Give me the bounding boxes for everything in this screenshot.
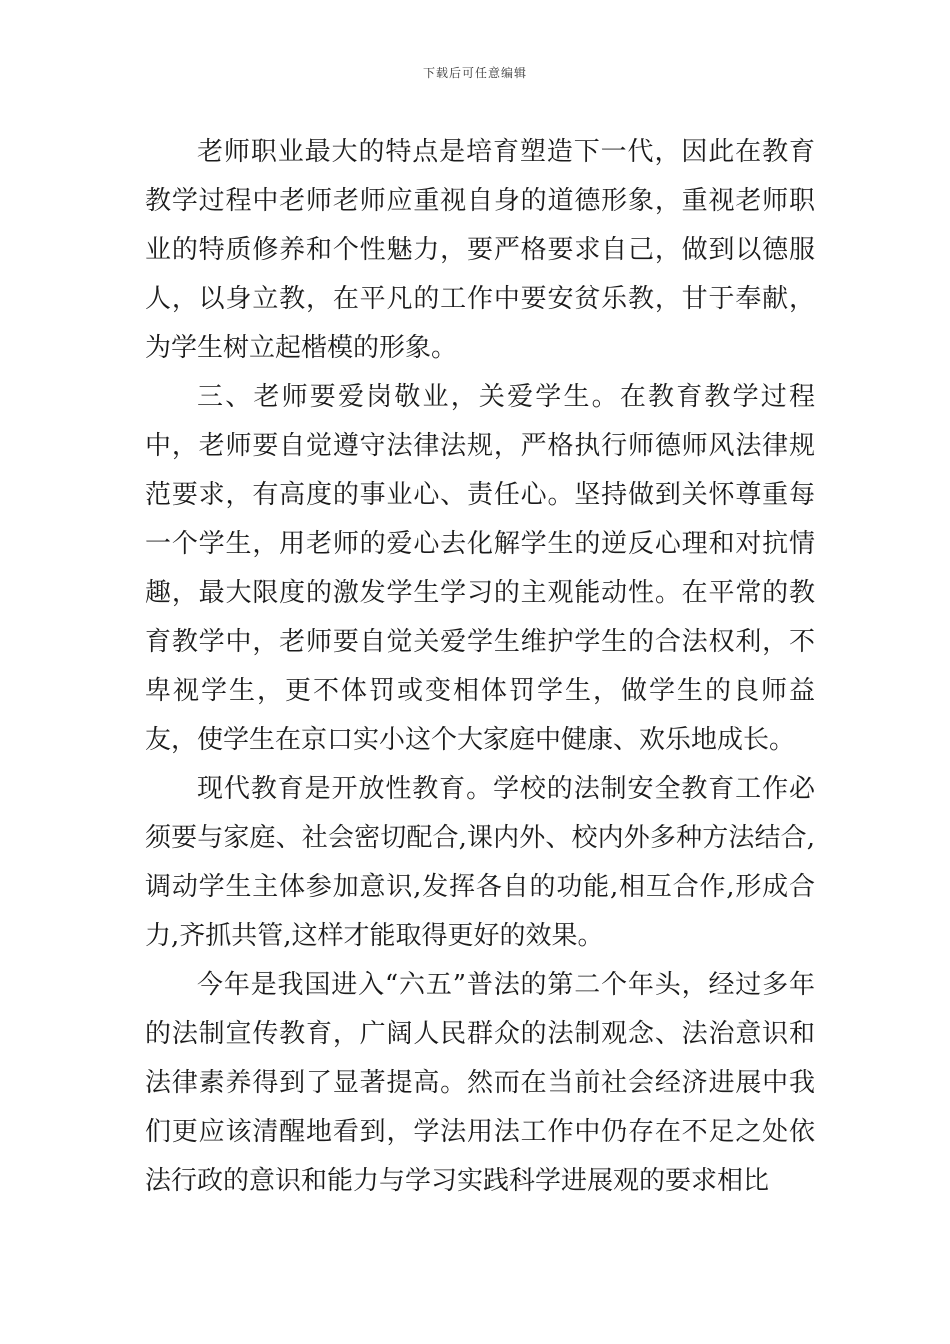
paragraph-teacher-image: 老师职业最大的特点是培育塑造下一代，因此在教育教学过程中老师老师应重视自身的道德形象，重视老师职业的特质修养和个性魅力，要严格要求自己，做到以德服人，以身立教，在平凡的工作中要安贫乐教，甘于奉献，为学生树立起楷模的形象。 — [145, 137, 815, 363]
paragraph-love-job-care-students: 三、老师要爱岗敬业，关爱学生。在教育教学过程中，老师要自觉遵守法律法规，严格执行师德师风法律规范要求，有高度的事业心、责任心。坚持做到关怀尊重每一个学生，用老师的爱心去化解学生的逆反心理和对抗情趣，最大限度的激发学生学习的主观能动性。在平常的教育教学中，老师要自觉关爱学生维护学生的合法权利，不卑视学生，更不体罚或变相体罚学生，做学生的良师益友，使学生在京口实小这个大家庭中健康、欢乐地成长。 — [145, 382, 815, 755]
paragraph-open-education: 现代教育是开放性教育。学校的法制安全教育工作必须要与家庭、社会密切配合,课内外、校内外多种方法结合,调动学生主体参加意识,发挥各自的功能,相互合作,形成合力,齐抓共管,这样才能取得更好的效果。 — [145, 774, 815, 951]
paragraph-legal-education: 今年是我国进入“六五”普法的第二个年头，经过多年的法制宣传教育，广阔人民群众的法制观念、法治意识和法律素养得到了显著提高。然而在当前社会经济进展中我们更应该清醒地看到，学法用法工作中仍存在不足之处依法行政的意识和能力与学习实践科学进展观的要求相比 — [145, 970, 815, 1196]
document-body — [145, 128, 815, 1206]
page-header: 下载后可任意编辑 — [422, 66, 527, 80]
